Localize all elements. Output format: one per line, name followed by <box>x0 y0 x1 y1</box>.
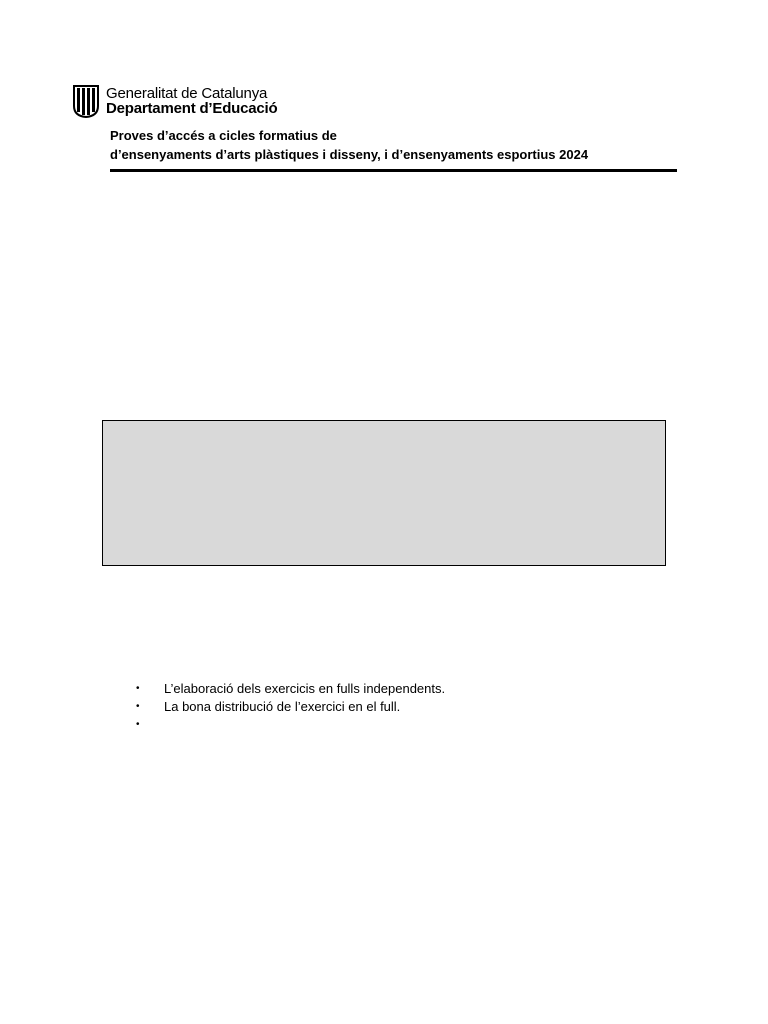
list-item <box>136 716 445 734</box>
organization-name <box>106 86 277 116</box>
list-item-text: La bona distribució de l’exercici en el full. <box>164 699 401 714</box>
org-name-line1: Generalitat de Catalunya <box>106 85 268 102</box>
bullet: • <box>136 701 140 712</box>
exam-title-line1: Proves d’accés a cicles formatius de <box>110 128 337 143</box>
title-underline-rule <box>110 169 677 172</box>
info-box <box>102 420 666 566</box>
org-name-line2: Departament d’Educació <box>106 100 278 117</box>
list-item-text: L’elaboració dels exercicis en fulls independents. <box>164 681 446 696</box>
catalan-coat-of-arms-icon <box>72 84 100 118</box>
list-item <box>136 680 445 698</box>
header-logo <box>72 84 277 118</box>
exam-title-line2: d’ensenyaments d’arts plàstiques i disseny, i d’ensenyaments esportius 2024 <box>110 147 589 162</box>
exam-title <box>110 126 588 164</box>
list-item <box>136 698 445 716</box>
criteria-list <box>136 680 445 734</box>
bullet: • <box>136 683 140 694</box>
bullet: • <box>136 719 140 730</box>
